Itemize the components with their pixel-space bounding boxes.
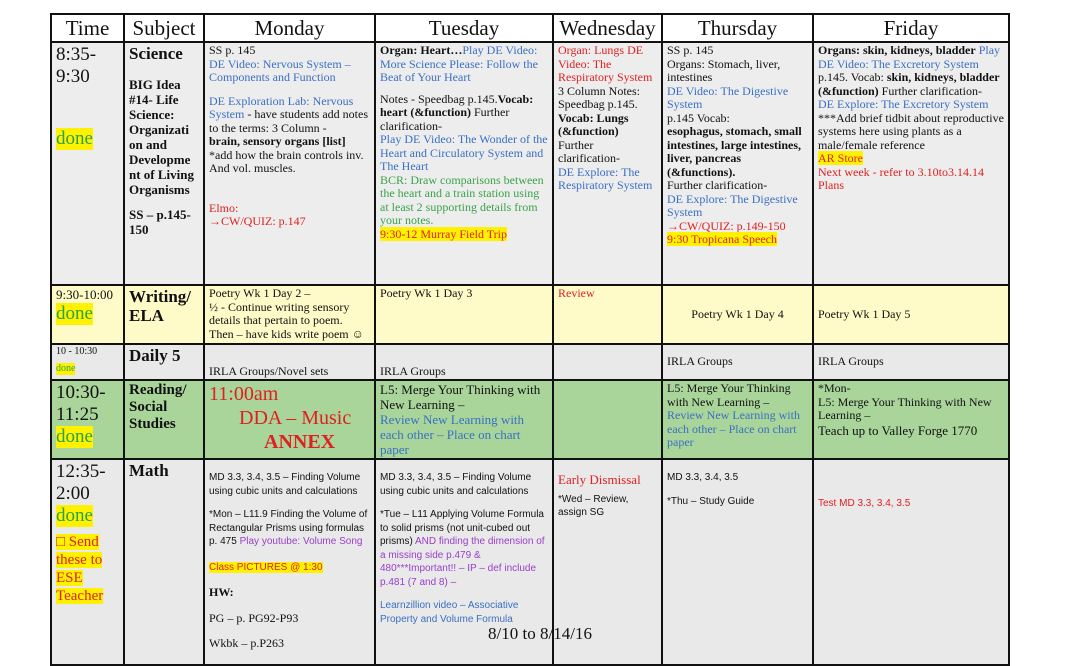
reading-done-tag: done	[56, 426, 93, 447]
science-monday-cell	[204, 42, 375, 285]
sci-mon-l4: *add how the brain controls inv. And vol. muscles.	[209, 147, 364, 175]
sci-wed-l1: Organ: Lungs DE Video: The Respiratory System	[558, 43, 653, 84]
daily5-tuesday-cell	[375, 344, 553, 380]
mat-tue-l2b: AND finding the dimension of a missing side p.479 & 480***Important!! – IP – def include p.481 (7 and 8) –	[380, 536, 545, 588]
reading-monday-cell	[204, 380, 375, 459]
writing-thursday-cell	[662, 285, 813, 344]
daily5-subject-cell	[124, 344, 204, 380]
science-row	[51, 42, 1009, 285]
mat-mon-l2: *Mon – L11.9 Finding the Volume of Rectangular Prisms using formulas p. 475	[209, 509, 368, 547]
lesson-plan-table	[50, 13, 1010, 666]
writing-time-cell	[51, 285, 124, 344]
sci-thu-l7: DE Explore: The Digestive System	[667, 191, 798, 219]
wri-mon-b: ½ - Continue writing sensory details that pertain to poem. Then – have kids write poem ☺	[209, 299, 364, 341]
rea-fri-c: Teach up to Valley Forge 1770	[818, 422, 978, 438]
sci-wed-l3: Vocab: Lungs (&function)	[558, 110, 629, 138]
sci-fri-l1: Organs: skin, kidneys, bladder	[818, 43, 976, 57]
header-wednesday: Wednesday	[553, 14, 662, 42]
science-big-idea: BIG Idea #14- Life Science: Organizati on and Developme nt of Living Organisms	[129, 77, 195, 197]
mat-tue-l2: *Tue – L11 Applying Volume Formula to solid prisms (not unit-cubed out prisms)	[380, 509, 544, 547]
sci-fri-l6: Next week - refer to 3.10to3.14.14 Plans	[818, 164, 984, 192]
d5-fri: IRLA Groups	[818, 354, 884, 369]
daily5-wednesday-cell	[553, 344, 662, 380]
sci-thu-l3: DE Video: The Digestive System	[667, 83, 789, 111]
mat-mon-l5: PG – p. PG92-P93	[209, 610, 299, 625]
rea-thu-a: L5: Merge Your Thinking with New Learning –	[667, 381, 791, 409]
sci-wed-l2: 3 Column Notes: Speedbag p.145.	[558, 83, 641, 111]
writing-time: 9:30-10:00	[56, 287, 114, 302]
sci-mon-l3a: DE Exploration Lab: Nervous System	[209, 93, 354, 121]
sci-mon-l1: SS p. 145	[209, 43, 256, 57]
reading-time-cell	[51, 380, 124, 459]
d5-mon: IRLA Groups/Novel sets	[209, 363, 329, 378]
sci-tue-l2a: Notes - Speedbag p.145.	[380, 91, 498, 106]
rea-mon-b: DDA – Music	[239, 407, 352, 429]
mat-thu-b: *Thu – Study Guide	[667, 495, 755, 507]
math-subject: Math	[129, 461, 169, 480]
mat-mon-l4: HW:	[209, 585, 234, 599]
sci-fri-l3: DE Explore: The Excretory System	[818, 97, 989, 111]
science-time-cell	[51, 42, 124, 285]
rea-tue-b: Review New Learning with each other – Place on chart paper	[380, 412, 525, 457]
sci-fri-l4: ***Add brief tidbit about reproductive systems here using plants as a male/female reference	[818, 110, 1004, 152]
reading-tuesday-cell	[375, 380, 553, 459]
daily5-done-tag: done	[56, 363, 76, 374]
header-row	[51, 14, 1009, 42]
sci-thu-l2: Organs: Stomach, liver, intestines	[667, 56, 781, 84]
d5-tue: IRLA Groups	[380, 363, 446, 378]
daily5-thursday-cell	[662, 344, 813, 380]
mat-mon-l3: Class PICTURES @ 1:30	[209, 561, 323, 573]
rea-thu-b: Review New Learning with each other – Place on chart paper	[667, 408, 800, 449]
d5-thu: IRLA Groups	[667, 354, 733, 369]
sci-tue-l4: BCR: Draw comparisons between the heart and a train station using at least 2 supporting details from your notes.	[380, 172, 544, 227]
reading-time: 10:30-11:25	[56, 382, 106, 425]
daily5-time-cell	[51, 344, 124, 380]
mat-wed-a: Early Dismissal	[558, 472, 641, 487]
rea-fri-b: L5: Merge Your Thinking with New Learning –	[818, 394, 992, 422]
mat-mon-l6: Wkbk – p.P263	[209, 636, 284, 650]
mat-wed-b: *Wed – Review, assign SG	[558, 493, 629, 518]
sci-mon-l6: →CW/QUIZ: p.147	[209, 214, 306, 228]
science-friday-cell	[813, 42, 1009, 285]
date-range: 8/10 to 8/14/16	[488, 624, 592, 643]
sci-tue-l2c: Further clarification-	[380, 105, 510, 133]
mat-fri: Test MD 3.3, 3.4, 3.5	[818, 498, 911, 509]
sci-tue-l2b: Vocab: heart (&function)	[380, 91, 534, 119]
header-monday: Monday	[204, 14, 375, 42]
sci-mon-l3c: brain, sensory organs [list]	[209, 134, 346, 148]
writing-tuesday-cell	[375, 285, 553, 344]
sci-fri-l1b: Play DE Video: The Excretory System	[818, 43, 1001, 71]
header-thursday: Thursday	[662, 14, 813, 42]
sci-tue-l1a: Organ: Heart…	[380, 43, 463, 57]
writing-done-tag: done	[56, 303, 93, 324]
header-tuesday: Tuesday	[375, 14, 553, 42]
mat-thu-a: MD 3.3, 3.4, 3.5	[667, 472, 739, 483]
science-wednesday-cell	[553, 42, 662, 285]
rea-mon-c: ANNEX	[264, 431, 336, 453]
reading-thursday-cell	[662, 380, 813, 459]
sci-fri-l2b: skin, kidneys, bladder (&function)	[818, 70, 1000, 98]
sci-fri-l5: AR Store	[818, 151, 863, 165]
math-done-tag: done	[56, 505, 93, 526]
science-thursday-cell	[662, 42, 813, 285]
mat-tue-l3: Learnzillion video – Associative Property and Volume Formula	[380, 600, 519, 625]
sci-tue-l1b: Play DE Video: More Science Please: Follow the Beat of Your Heart	[380, 43, 538, 84]
sci-thu-l5: esophagus, stomach, small intestines, large intestines, liver, pancreas (&functions).	[667, 124, 802, 179]
reading-wednesday-cell	[553, 380, 662, 459]
math-send-note: □ Send these to ESE Teacher	[56, 534, 104, 604]
writing-friday-cell	[813, 285, 1009, 344]
rea-tue-a: L5: Merge Your Thinking with New Learning –	[380, 382, 541, 412]
wri-wed: Review	[558, 286, 595, 300]
writing-subject: Writing/ ELA	[129, 287, 192, 325]
mat-tue-l1: MD 3.3, 3.4, 3.5 – Finding Volume using cubic units and calculations	[380, 472, 532, 497]
sci-mon-l2: DE Video: Nervous System – Components and Function	[209, 56, 351, 84]
reading-friday-cell	[813, 380, 1009, 459]
sci-thu-l4: p.145 Vocab:	[667, 110, 730, 125]
reading-row	[51, 380, 1009, 459]
writing-monday-cell	[204, 285, 375, 344]
header-friday: Friday	[813, 14, 1009, 42]
daily5-subject: Daily 5	[129, 346, 181, 365]
sci-thu-l6: Further clarification-	[667, 178, 768, 192]
sci-thu-l8: →CW/QUIZ: p.149-150	[667, 218, 786, 233]
wri-tue: Poetry Wk 1 Day 3	[380, 286, 473, 300]
math-time: 12:35-2:00	[56, 461, 106, 504]
wri-fri: Poetry Wk 1 Day 5	[818, 306, 911, 321]
science-done-tag: done	[56, 128, 93, 149]
mat-mon-l1: MD 3.3, 3.4, 3.5 – Finding Volume using cubic units and calculations	[209, 472, 361, 497]
writing-subject-cell	[124, 285, 204, 344]
science-tuesday-cell	[375, 42, 553, 285]
writing-wednesday-cell	[553, 285, 662, 344]
science-time: 8:35-9:30	[56, 44, 97, 87]
header-subject: Subject	[124, 14, 204, 42]
sci-fri-l2c: Further clarification-	[881, 83, 982, 98]
sci-tue-l3: Play DE Video: The Wonder of the Heart and Circulatory System and The Heart	[380, 132, 548, 173]
sci-wed-l5: DE Explore: The Respiratory System	[558, 164, 653, 192]
daily5-row	[51, 344, 1009, 380]
science-subject-cell	[124, 42, 204, 285]
wri-mon-a: Poetry Wk 1 Day 2 –	[209, 286, 311, 300]
daily5-time: 10 - 10:30	[56, 346, 98, 357]
sci-thu-l9: 9:30 Tropicana Speech	[667, 232, 777, 246]
daily5-monday-cell	[204, 344, 375, 380]
science-subject-title: Science	[129, 44, 183, 63]
wri-thu: Poetry Wk 1 Day 4	[691, 306, 784, 321]
sci-fri-l2a: p.145. Vocab:	[818, 70, 884, 84]
rea-fri-a: *Mon-	[818, 381, 851, 395]
mat-mon-l2b: Play youtube: Volume Song	[239, 536, 363, 547]
writing-row	[51, 285, 1009, 344]
daily5-friday-cell	[813, 344, 1009, 380]
reading-subject: Reading/ Social Studies	[129, 382, 187, 432]
reading-subject-cell	[124, 380, 204, 459]
sci-mon-l3b: - have students add notes to the terms: 3 Column -	[209, 107, 368, 135]
science-ss-pages: SS – p.145-150	[129, 207, 191, 237]
sci-tue-l5: 9:30-12 Murray Field Trip	[380, 226, 508, 241]
sci-wed-l4: Further clarification-	[558, 137, 620, 165]
sci-thu-l1: SS p. 145	[667, 43, 714, 57]
header-time: Time	[51, 14, 124, 42]
sci-mon-l5: Elmo:	[209, 200, 239, 215]
rea-mon-a: 11:00am	[209, 383, 279, 405]
